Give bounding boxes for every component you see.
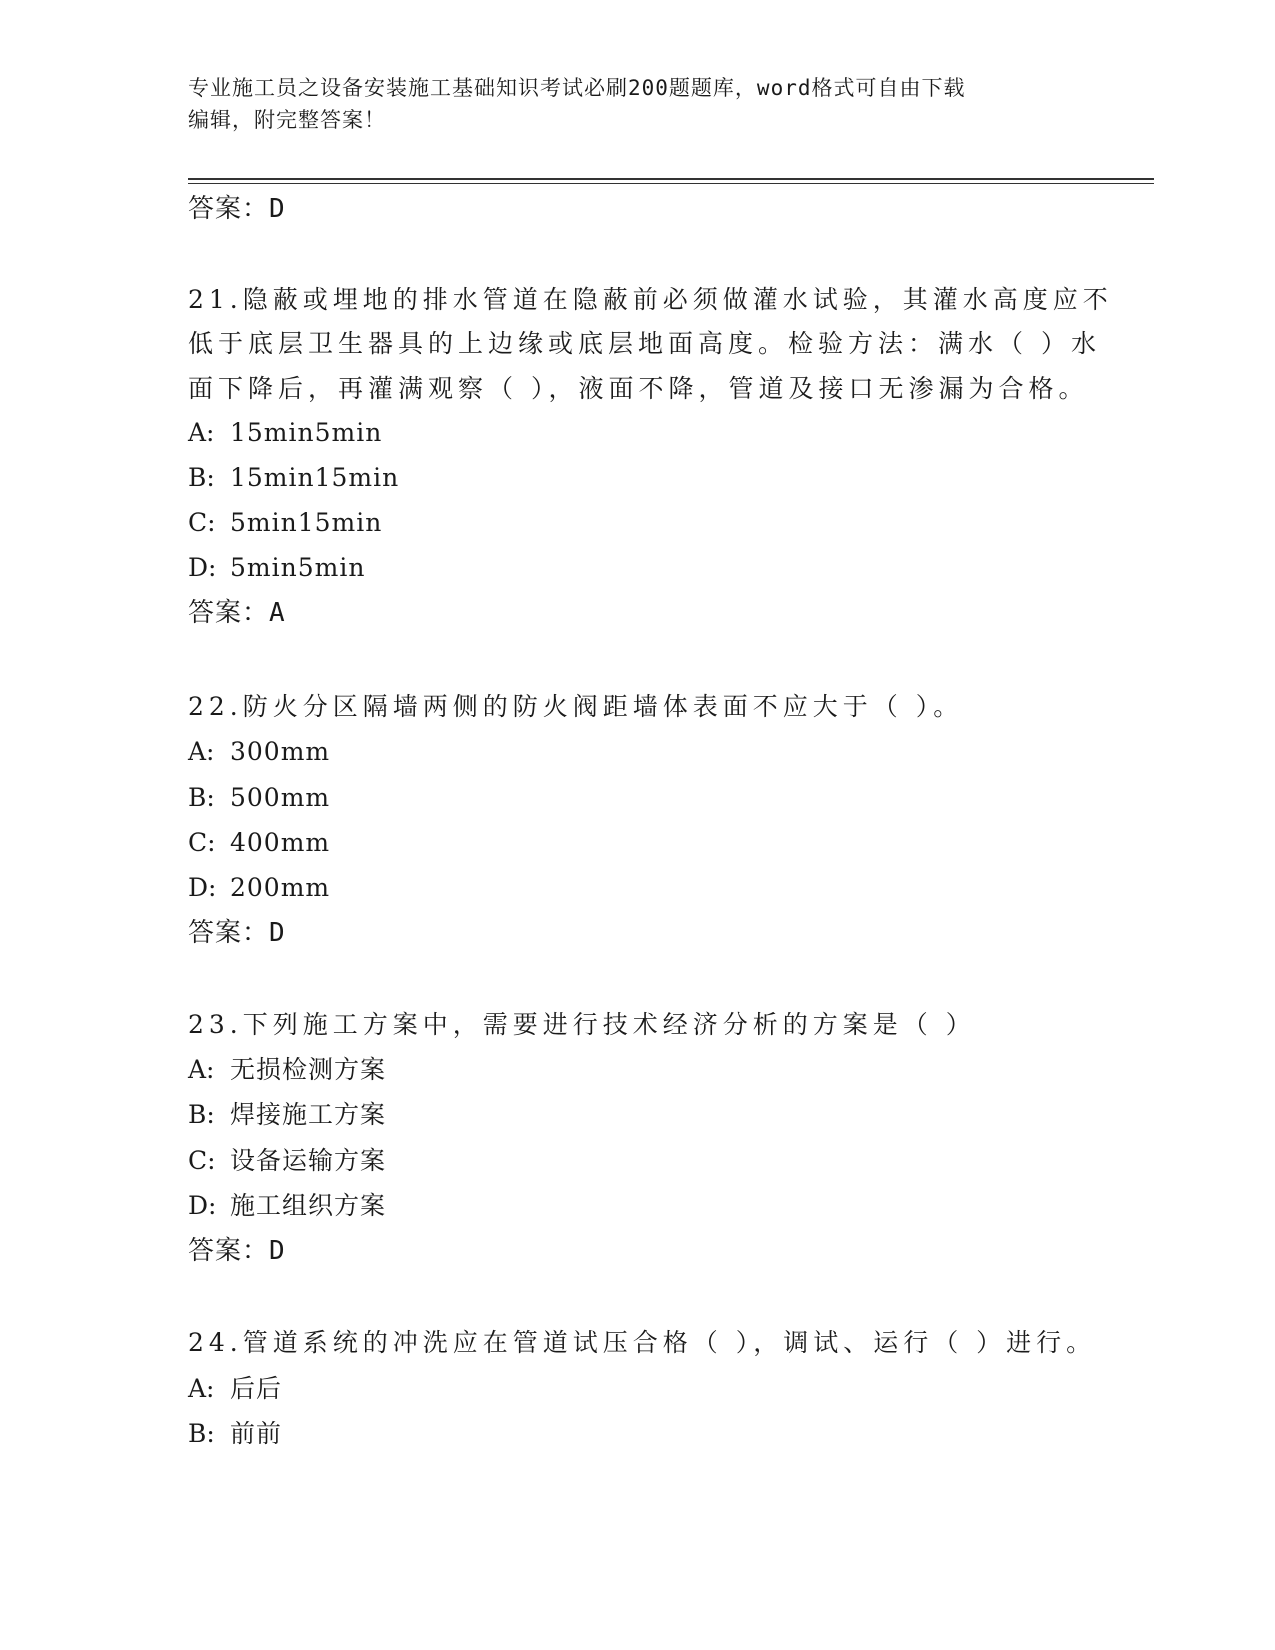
question-23-option-b <box>188 1100 386 1130</box>
question-21-option-b <box>188 463 399 493</box>
question-23-option-d <box>188 1191 386 1221</box>
question-24-option-b <box>188 1419 282 1449</box>
option-label: A: <box>188 418 215 447</box>
question-24-option-a <box>188 1374 282 1404</box>
option-label: C: <box>188 1146 216 1175</box>
option-label: B: <box>188 463 215 492</box>
option-label: B: <box>188 1100 215 1129</box>
document-header <box>188 72 1088 136</box>
question-22-option-a <box>188 737 330 767</box>
question-21-option-a <box>188 418 382 448</box>
header-rule-thin <box>188 183 1154 184</box>
question-22-answer: 答案：D <box>188 918 286 948</box>
question-24-line-1: 24.管道系统的冲洗应在管道试压合格（ ），调试、运行（ ）进行。 <box>188 1328 1097 1357</box>
option-label: C: <box>188 508 216 537</box>
header-rule-thick <box>188 178 1154 180</box>
header-line-2: 编辑，附完整答案！ <box>188 108 386 132</box>
option-text: 300mm <box>230 737 331 766</box>
option-label: B: <box>188 783 215 812</box>
question-21-line-3: 面下降后，再灌满观察（ ），液面不降，管道及接口无渗漏为合格。 <box>188 374 1089 403</box>
option-text: 5min15min <box>230 508 383 537</box>
header-line-1: 专业施工员之设备安装施工基础知识考试必刷200题题库，word格式可自由下载 <box>188 76 966 100</box>
option-label: D: <box>188 1191 217 1220</box>
option-label: A: <box>188 1374 215 1403</box>
option-text: 设备运输方案 <box>230 1146 387 1175</box>
question-22-option-b <box>188 783 330 813</box>
option-text: 5min5min <box>230 553 366 582</box>
question-23-option-c <box>188 1146 386 1176</box>
question-23-line-1: 23.下列施工方案中，需要进行技术经济分析的方案是（ ） <box>188 1010 976 1039</box>
option-label: D: <box>188 553 217 582</box>
question-23-option-a <box>188 1055 386 1085</box>
option-text: 施工组织方案 <box>230 1191 387 1220</box>
question-21-option-c <box>188 508 382 538</box>
option-text: 15min15min <box>230 463 400 492</box>
option-label: C: <box>188 828 216 857</box>
question-22-option-c <box>188 828 330 858</box>
question-21-option-d <box>188 553 365 583</box>
question-22-option-d <box>188 873 330 903</box>
question-23-answer: 答案：D <box>188 1236 286 1266</box>
option-label: A: <box>188 1055 215 1084</box>
option-label: D: <box>188 873 217 902</box>
option-text: 200mm <box>230 873 331 902</box>
question-22-line-1: 22.防火分区隔墙两侧的防火阀距墙体表面不应大于（ ）。 <box>188 692 964 721</box>
option-label: B: <box>188 1419 215 1448</box>
option-text: 500mm <box>230 783 331 812</box>
option-text: 焊接施工方案 <box>230 1100 387 1129</box>
question-21-answer: 答案：A <box>188 598 286 628</box>
option-label: A: <box>188 737 215 766</box>
option-text: 15min5min <box>230 418 383 447</box>
option-text: 400mm <box>230 828 331 857</box>
option-text: 前前 <box>230 1419 283 1448</box>
question-21-line-2: 低于底层卫生器具的上边缘或底层地面高度。检验方法：满水（ ）水 <box>188 329 1101 358</box>
answer-previous: 答案：D <box>188 194 286 224</box>
option-text: 后后 <box>230 1374 283 1403</box>
option-text: 无损检测方案 <box>230 1055 387 1084</box>
question-21-line-1: 21.隐蔽或埋地的排水管道在隐蔽前必须做灌水试验，其灌水高度应不 <box>188 285 1113 314</box>
